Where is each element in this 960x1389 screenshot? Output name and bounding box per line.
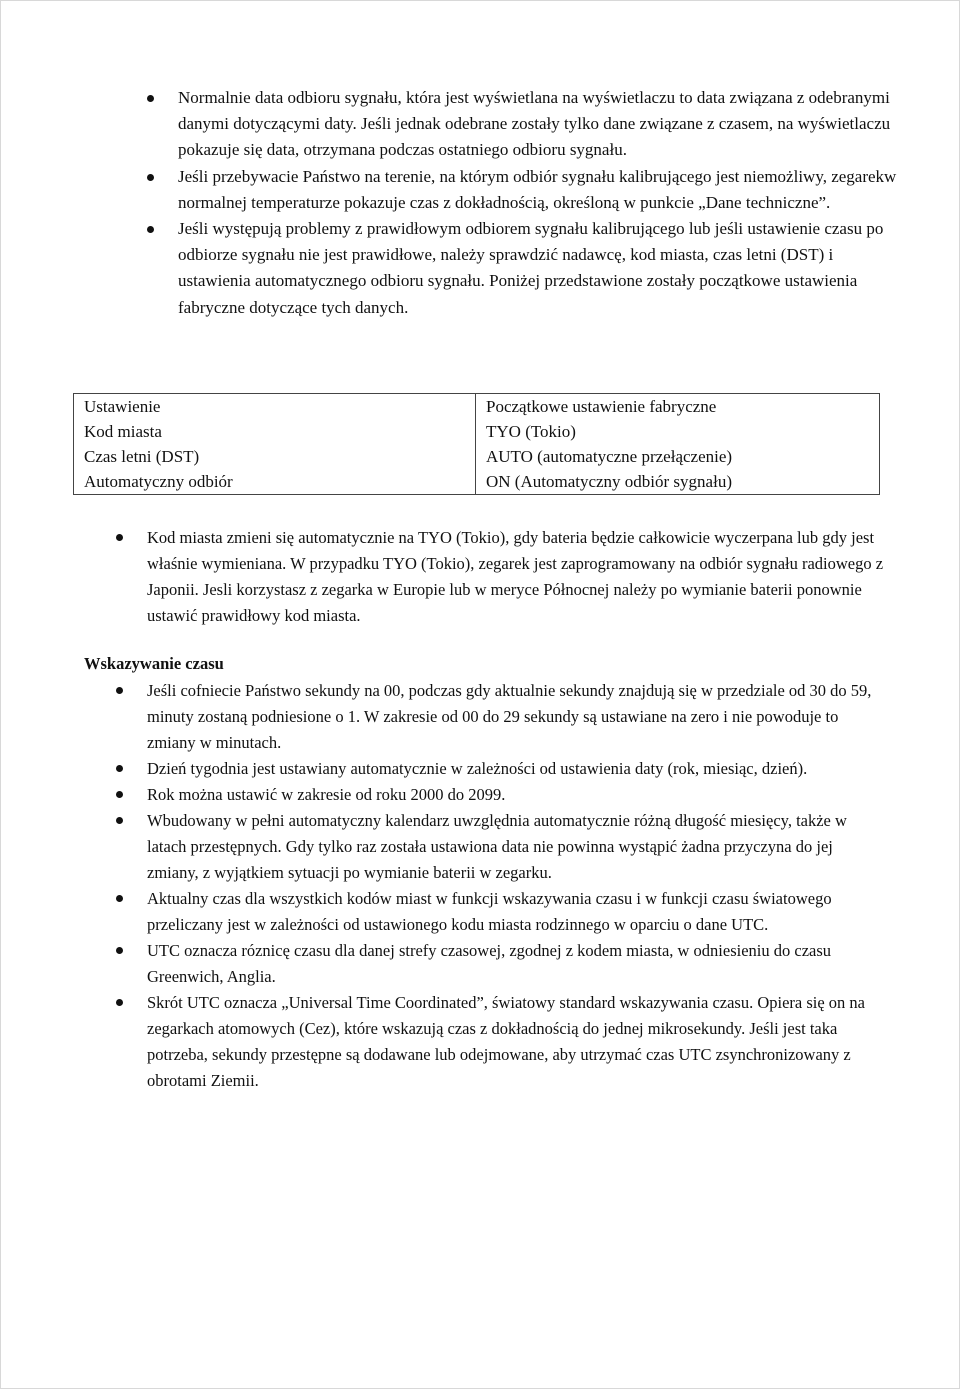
table-cell: AUTO (automatyczne przełączenie) xyxy=(476,444,880,469)
list-item xyxy=(178,216,898,321)
table-header-row xyxy=(74,394,880,420)
table-row xyxy=(74,469,880,495)
bullet-icon xyxy=(116,947,123,954)
list-item-text: Jeśli przebywacie Państwo na terenie, na którym odbiór sygnału kalibrującego jest niemożliwy, zegarekw normalnej temperaturze pokazuje czas z dokładnością, określoną w punkcie „Dane techniczne”. xyxy=(178,166,897,212)
list-item xyxy=(178,164,898,216)
table-cell: TYO (Tokio) xyxy=(476,419,880,444)
table-row xyxy=(74,419,880,444)
bullet-icon xyxy=(116,817,123,824)
table-header-cell: Początkowe ustawienie fabryczne xyxy=(476,394,880,420)
table-cell: Czas letni (DST) xyxy=(74,444,476,469)
bullet-icon xyxy=(116,765,123,772)
list-item-text: Wbudowany w pełni automatyczny kalendarz uwzględnia automatycznie różną długość miesięcy, także w latach przestępnych. Gdy tylko raz została ustawiona data nie powinna wystąpić żadna przyczyna do jej zmiany, z wyjątkiem sytuacji po wymianie baterii w zegarku. xyxy=(147,811,847,882)
table-cell: Automatyczny odbiór xyxy=(74,469,476,495)
bullet-icon xyxy=(116,791,123,798)
list-item-text: Normalnie data odbioru sygnału, która jest wyświetlana na wyświetlaczu to data związana z odebranymi danymi dotyczącymi daty. Jeśli jednak odebrane zostały tylko dane związane z czasem, na wyświetlaczu pokazuje się data, otrzymana podczas ostatniego odbioru sygnału. xyxy=(178,88,891,160)
bullet-icon xyxy=(147,174,154,181)
list-item xyxy=(147,808,887,886)
top-bullet-list xyxy=(178,85,898,321)
list-item xyxy=(147,756,887,782)
list-item-text: Aktualny czas dla wszystkich kodów miast w funkcji wskazywania czasu i w funkcji czasu światowego przeliczany jest w zależności od ustawionego kodu miasta rodzinnego w oparciu o dane UTC. xyxy=(147,889,832,934)
table-cell: ON (Automatyczny odbiór sygnału) xyxy=(476,469,880,495)
list-item xyxy=(147,886,887,938)
table-cell: Kod miasta xyxy=(74,419,476,444)
list-item-text: Dzień tygodnia jest ustawiany automatycznie w zależności od ustawienia daty (rok, miesiąc, dzień). xyxy=(147,759,808,778)
list-item xyxy=(147,938,887,990)
bullet-icon xyxy=(147,95,154,102)
list-item-text: Skrót UTC oznacza „Universal Time Coordinated”, światowy standard wskazywania czasu. Opiera się on na zegarkach atomowych (Cez), które wskazują czas z dokładnością do jednej mikrosekundy. Jeśli jest taka potrzeba, sekundy przestępne są dodawane lub odejmowane, aby utrzymać czas UTC zsynchronizowany z obrotami Ziemii. xyxy=(147,993,866,1090)
mid-bullet-list xyxy=(147,525,887,629)
bullet-icon xyxy=(116,687,123,694)
list-item xyxy=(147,525,887,629)
list-item-text: Jeśli cofniecie Państwo sekundy na 00, podczas gdy aktualnie sekundy znajdują się w przedziale od 30 do 59, minuty zostaną podniesione o 1. W zakresie od 00 do 29 sekundy są ustawiane na zero i nie powoduje to zmiany w minutach. xyxy=(147,681,872,752)
list-item-text: UTC oznacza róznicę czasu dla danej strefy czasowej, zgodnej z kodem miasta, w odniesieniu do czasu Greenwich, Anglia. xyxy=(147,941,832,986)
bullet-icon xyxy=(116,534,123,541)
bullet-icon xyxy=(116,999,123,1006)
list-item xyxy=(147,678,887,756)
bullet-icon xyxy=(116,895,123,902)
table-header-cell: Ustawienie xyxy=(74,394,476,420)
table-row xyxy=(74,444,880,469)
list-item xyxy=(147,782,887,808)
factory-settings-table xyxy=(73,393,880,495)
list-item xyxy=(178,85,898,164)
list-item-text: Kod miasta zmieni się automatycznie na TYO (Tokio), gdy bateria będzie całkowicie wyczerpana lub gdy jest właśnie wymieniana. W przypadku TYO (Tokio), zegarek jest zaprogramowany na odbiór sygnału radiowego z Japonii. Jesli korzystasz z zegarka w Europie lub w meryce Północnej należy po wymianie baterii ponownie ustawić prawidłowy kod miasta. xyxy=(147,528,884,625)
section-heading: Wskazywanie czasu xyxy=(84,654,224,673)
list-item-text: Jeśli występują problemy z prawidłowym odbiorem sygnału kalibrującego lub jeśli ustawienie czasu po odbiorze sygnału nie jest prawidłowe, należy sprawdzić nadawcę, kod miasta, czas letni (DST) i ustawienia automatycznego odbioru sygnału. Poniżej przedstawione zostały początkowe ustawienia fabryczne dotyczące tych danych. xyxy=(178,219,884,317)
list-item xyxy=(147,990,887,1094)
bullet-icon xyxy=(147,226,154,233)
list-item-text: Rok można ustawić w zakresie od roku 2000 do 2099. xyxy=(147,785,506,804)
bottom-bullet-list xyxy=(147,678,887,1094)
